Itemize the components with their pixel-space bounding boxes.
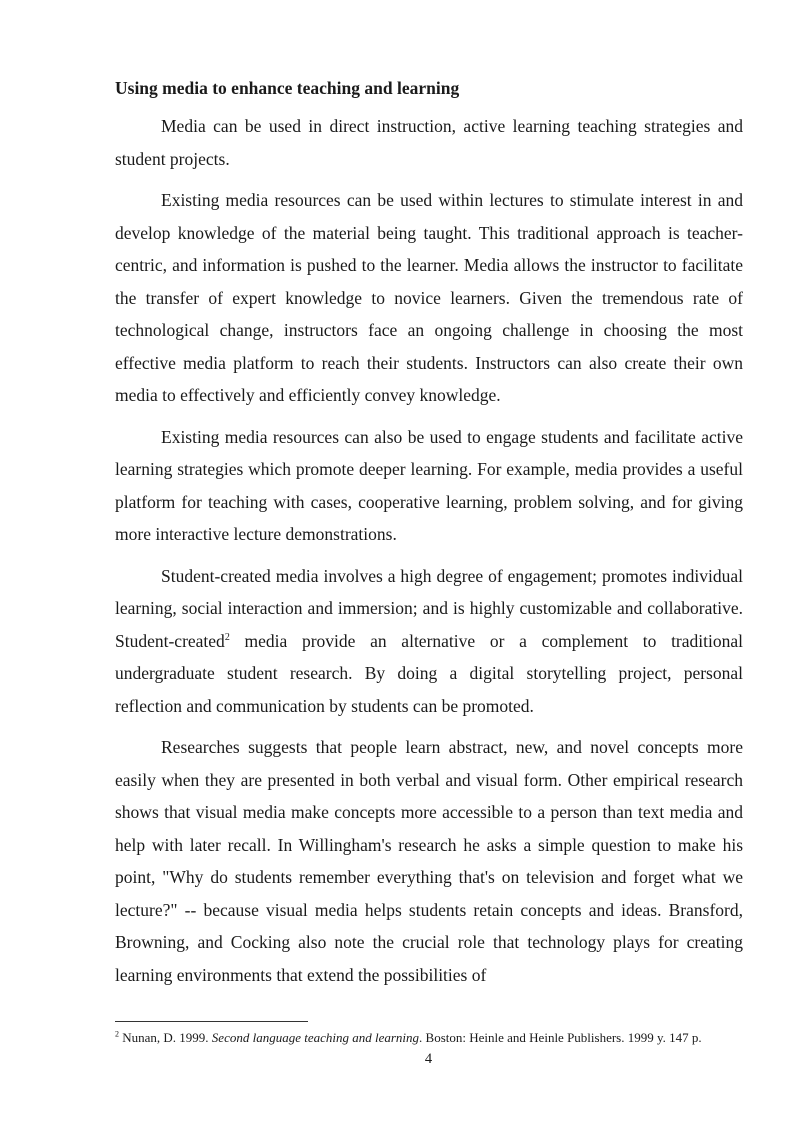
footnote-title: Second language teaching and learning: [211, 1030, 420, 1045]
paragraph-3: Existing media resources can also be used to engage students and facilitate active learning strategies which promote deeper learning. For example, media provides a useful platform for teaching with cases, cooperative learning, problem solving, and for giving more interactive lecture demonstrations.: [115, 426, 743, 544]
paragraph-4: [115, 560, 743, 723]
footnote-reference[interactable]: 2: [224, 631, 230, 643]
paragraph-4-text-b: media provide an alternative or a complement to traditional undergraduate student research. By doing a digital storytelling project, personal reflection and communication by students can be promoted.: [115, 630, 743, 716]
footnote-author: Nunan, D. 1999.: [119, 1030, 212, 1045]
section-heading: Using media to enhance teaching and learning: [115, 78, 460, 98]
footnote-details: . Boston: Heinle and Heinle Publishers. 1999 y. 147 p.: [419, 1030, 702, 1045]
paragraph-1: Media can be used in direct instruction, active learning teaching strategies and student projects.: [115, 116, 743, 169]
paragraph-4-text-a: Student-created media involves a high degree of engagement; promotes individual learning, social interaction and immersion; and is highly customizable and collaborative. Student-created: [115, 565, 743, 651]
page-number: 4: [424, 1051, 433, 1067]
footnote-separator: [115, 1021, 308, 1022]
footnote-marker: 2: [115, 1029, 119, 1039]
paragraph-2: Existing media resources can be used within lectures to stimulate interest in and develop knowledge of the material being taught. This traditional approach is teacher-centric, and information is pushed to the learner. Media allows the instructor to facilitate the transfer of expert knowledge to novice learners. Given the tremendous rate of technological change, instructors face an ongoing challenge in choosing the most effective media platform to reach their students. Instructors can also create their own media to effectively and efficiently convey knowledge.: [115, 190, 743, 405]
footnote: [115, 1030, 755, 1046]
page-body: [115, 76, 743, 1000]
paragraph-5: Researches suggests that people learn abstract, new, and novel concepts more easily when they are presented in both verbal and visual form. Other empirical research shows that visual media make concepts more accessible to a person than text media and help with later recall. In Willingham's research he asks a simple question to make his point, "Why do students remember everything that's on television and forget what we lecture?" -- because visual media helps students retain concepts and ideas. Bransford, Browning, and Cocking also note the crucial role that technology plays for creating learning environments that extend the possibilities of: [115, 737, 743, 985]
